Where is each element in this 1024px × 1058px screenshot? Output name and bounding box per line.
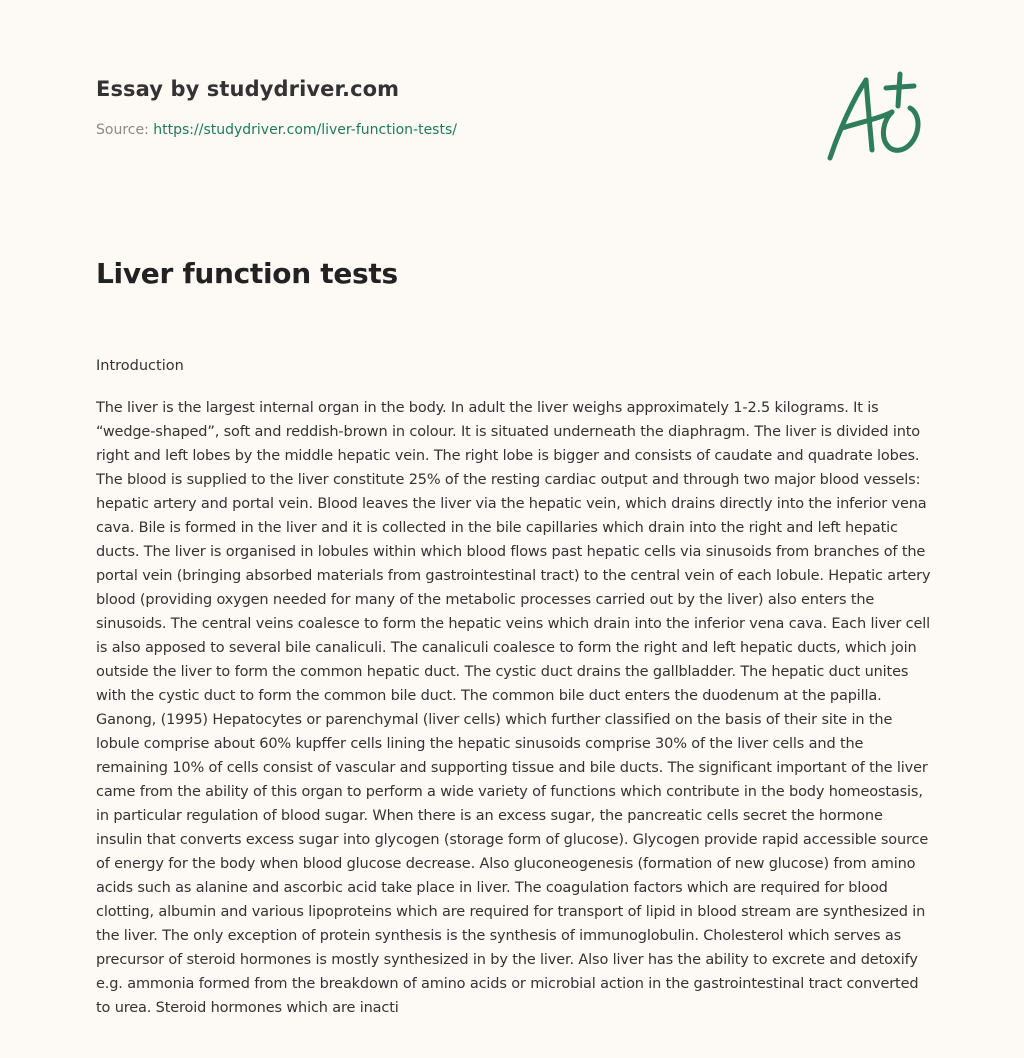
article-body: The liver is the largest internal organ in the body. In adult the liver weighs approximately 1-2.5 kilograms. It is “wedge-shaped”, soft and reddish-brown in colour. It is situated underneath the diaphragm. The liver is divided into right and left lobes by the middle hepatic vein. The right lobe is bigger and consists of caudate and quadrate lobes. The blood is supplied to the liver constitute 25% of the resting cardiac output and through two major blood vessels: hepatic artery and portal vein. Blood leaves the liver via the hepatic vein, which drains directly into the inferior vena cava. Bile is formed in the liver and it is collected in the bile capillaries which drain into the right and left hepatic ducts. The liver is organised in lobules within which blood flows past hepatic cells via sinusoids from branches of the portal vein (bringing absorbed materials from gastrointestinal tract) to the central vein of each lobule. Hepatic artery blood (providing oxygen needed for many of the metabolic processes carried out by the liver) also enters the sinusoids. The central veins coalesce to form the hepatic veins which drain into the inferior vena cava. Each liver cell is also apposed to several bile canaliculi. The canaliculi coalesce to form the right and left hepatic ducts, which join outside the liver to form the common hepatic duct. The cystic duct drains the gallbladder. The hepatic duct unites with the cystic duct to form the common bile duct. The common bile duct enters the duodenum at the papilla. Ganong, (1995) Hepatocytes or parenchymal (liver cells) which further classified on the basis of their site in the lobule comprise about 60% kupffer cells lining the hepatic sinusoids comprise 30% of the liver cells and the remaining 10% of cells consist of vascular and supporting tissue and bile ducts. The significant important of the liver came from the ability of this organ to perform a wide variety of functions which contribute in the body homeostasis, in particular regulation of blood sugar. When there is an excess sugar, the pancreatic cells secret the hormone insulin that converts excess sugar into glycogen (storage form of glucose). Glycogen provide rapid accessible source of energy for the body when blood glucose decrease. Also gluconeogenesis (formation of new glucose) from amino acids such as alanine and ascorbic acid take place in liver. The coagulation factors which are required for blood clotting, albumin and various lipoproteins which are required for transport of lipid in blood stream are synthesized in the liver. The only exception of protein synthesis is the synthesis of immunoglobulin. Cholesterol which serves as precursor of steroid hormones is mostly synthesized in by the liver. Also liver has the ability to excrete and detoxify e.g. ammonia formed from the breakdown of amino acids or microbial action in the gastrointestinal tract converted to urea. Steroid hormones which are inacti xyxy=(96,400,931,1016)
source-link[interactable]: https://studydriver.com/liver-function-tests/ xyxy=(153,122,457,138)
article-title: Liver function tests xyxy=(96,257,398,290)
source-line xyxy=(96,120,796,140)
brand-title: Essay by studydriver.com xyxy=(96,77,400,101)
page-header xyxy=(96,74,796,140)
a-plus-logo-icon xyxy=(822,66,930,166)
section-heading: Introduction xyxy=(96,358,184,374)
source-label: Source: xyxy=(96,122,154,138)
